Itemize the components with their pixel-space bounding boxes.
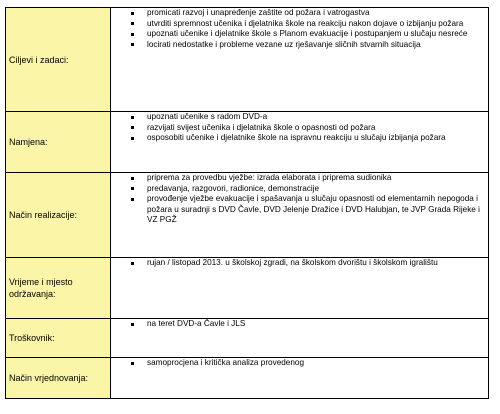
row-vrijeme-i-mjesto	[6, 258, 489, 319]
list-item: samoprocjena i kritička analiza provedenog	[131, 358, 484, 369]
list-item: osposobiti učenike i djelatnike škole na ispravnu reakciju u slučaju izbijanja požara	[131, 133, 484, 144]
list-item: predavanja, razgovori, radionice, demonstracije	[131, 184, 484, 195]
row-label: Troškovnik:	[6, 319, 111, 358]
row-content	[111, 358, 489, 399]
row-label: Ciljevi i zadaci:	[6, 8, 111, 112]
row-nacin-vrjednovanja	[6, 358, 489, 399]
bullet-list	[131, 112, 484, 144]
bullet-list	[131, 358, 484, 369]
bullet-list	[131, 319, 484, 330]
row-label: Vrijeme i mjesto održavanja:	[6, 258, 111, 319]
row-content	[111, 258, 489, 319]
row-label: Namjena:	[6, 112, 111, 173]
row-content	[111, 173, 489, 258]
activity-plan-table	[5, 7, 489, 399]
bullet-list	[131, 8, 484, 50]
list-item: locirati nedostatke i probleme vezane uz rješavanje sličnih stvarnih situacija	[131, 40, 484, 51]
list-item: na teret DVD-a Čavle i JLS	[131, 319, 484, 330]
list-item: priprema za provedbu vježbe: izrada elaborata i priprema sudionika	[131, 173, 484, 184]
row-nacin-realizacije	[6, 173, 489, 258]
list-item: utvrditi spremnost učenika i djelatnika škole na reakciju nakon dojave o izbijanju požara	[131, 19, 484, 30]
row-label: Način vrjednovanja:	[6, 358, 111, 399]
bullet-list	[131, 173, 484, 226]
list-item: rujan / listopad 2013. u školskoj zgradi, na školskom dvorištu i školskom igralištu	[131, 258, 484, 269]
row-troskovnik	[6, 319, 489, 358]
list-item: razvijati svijest učenika i djelatnika škole o opasnosti od požara	[131, 123, 484, 134]
list-item: promicati razvoj i unapređenje zaštite od požara i vatrogastva	[131, 8, 484, 19]
row-ciljevi-i-zadaci	[6, 8, 489, 112]
row-content	[111, 319, 489, 358]
row-namjena	[6, 112, 489, 173]
row-content	[111, 112, 489, 173]
row-content	[111, 8, 489, 112]
row-label: Način realizacije:	[6, 173, 111, 258]
list-item: provođenje vježbe evakuacije i spašavanja u slučaju opasnosti od elementarnih nepogoda i požara u suradnji s DVD Čavle, DVD Jelenje Dražice i DVD Halubjan, te JVP Grada Rijeke i VZ PGŽ	[131, 194, 484, 226]
bullet-list	[131, 258, 484, 269]
list-item: upoznati učenike i djelatnike škole s Planom evakuacije i postupanjem u slučaju nesreće	[131, 29, 484, 40]
list-item: upoznati učenike s radom DVD-a	[131, 112, 484, 123]
